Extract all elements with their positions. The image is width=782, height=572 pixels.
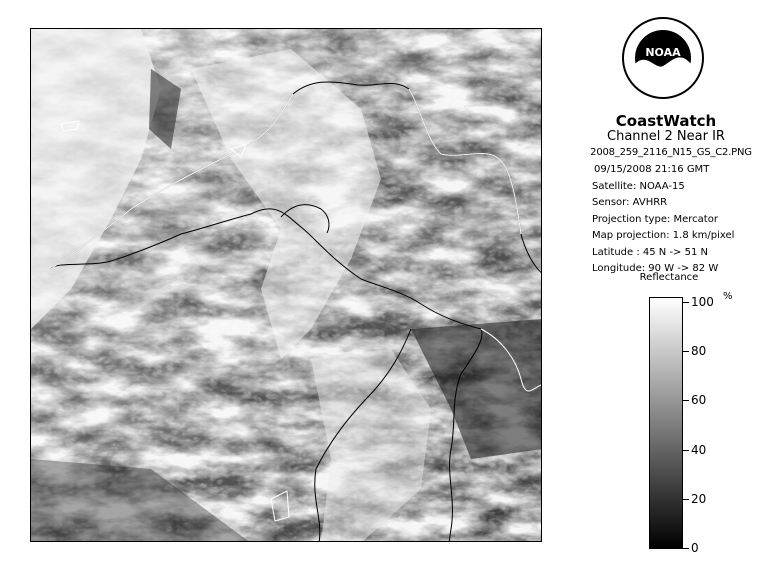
colorbar-tick-mark: [683, 302, 689, 303]
filename: 2008_259_2116_N15_GS_C2.PNG: [590, 147, 752, 158]
colorbar: [649, 297, 683, 549]
colorbar-tick-mark: [683, 499, 689, 500]
latitude-label: Latitude : 45 N -> 51 N: [592, 247, 708, 258]
colorbar-tick-label: 0: [691, 541, 699, 555]
app-title: CoastWatch: [615, 112, 717, 130]
channel-subtitle: Channel 2 Near IR: [607, 129, 725, 144]
colorbar-tick-mark: [683, 400, 689, 401]
colorbar-tick-label: 100: [691, 295, 714, 309]
satellite-label: Satellite: NOAA-15: [592, 181, 685, 192]
colorbar-tick-label: 80: [691, 344, 707, 359]
satellite-image: [30, 28, 542, 542]
longitude-label: Longitude: 90 W -> 82 W: [592, 263, 719, 274]
noaa-logo: [621, 16, 705, 100]
colorbar-tick-label: 60: [691, 393, 707, 408]
projection-type-label: Projection type: Mercator: [592, 214, 718, 225]
colorbar-tick-label: 20: [691, 491, 707, 506]
colorbar-tick-mark: [683, 548, 689, 549]
colorbar-tick-label: 40: [691, 442, 707, 457]
colorbar-title: Reflectance: [639, 272, 699, 283]
date-time: 09/15/2008 21:16 GMT: [594, 164, 710, 175]
colorbar-tick-mark: [683, 450, 689, 451]
satellite-image-svg: [31, 29, 542, 542]
colorbar-unit: %: [723, 291, 733, 302]
map-projection-label: Map projection: 1.8 km/pixel: [592, 230, 735, 241]
logo-text: NOAA: [645, 46, 681, 59]
sensor-label: Sensor: AVHRR: [592, 197, 668, 208]
colorbar-tick-mark: [683, 351, 689, 352]
